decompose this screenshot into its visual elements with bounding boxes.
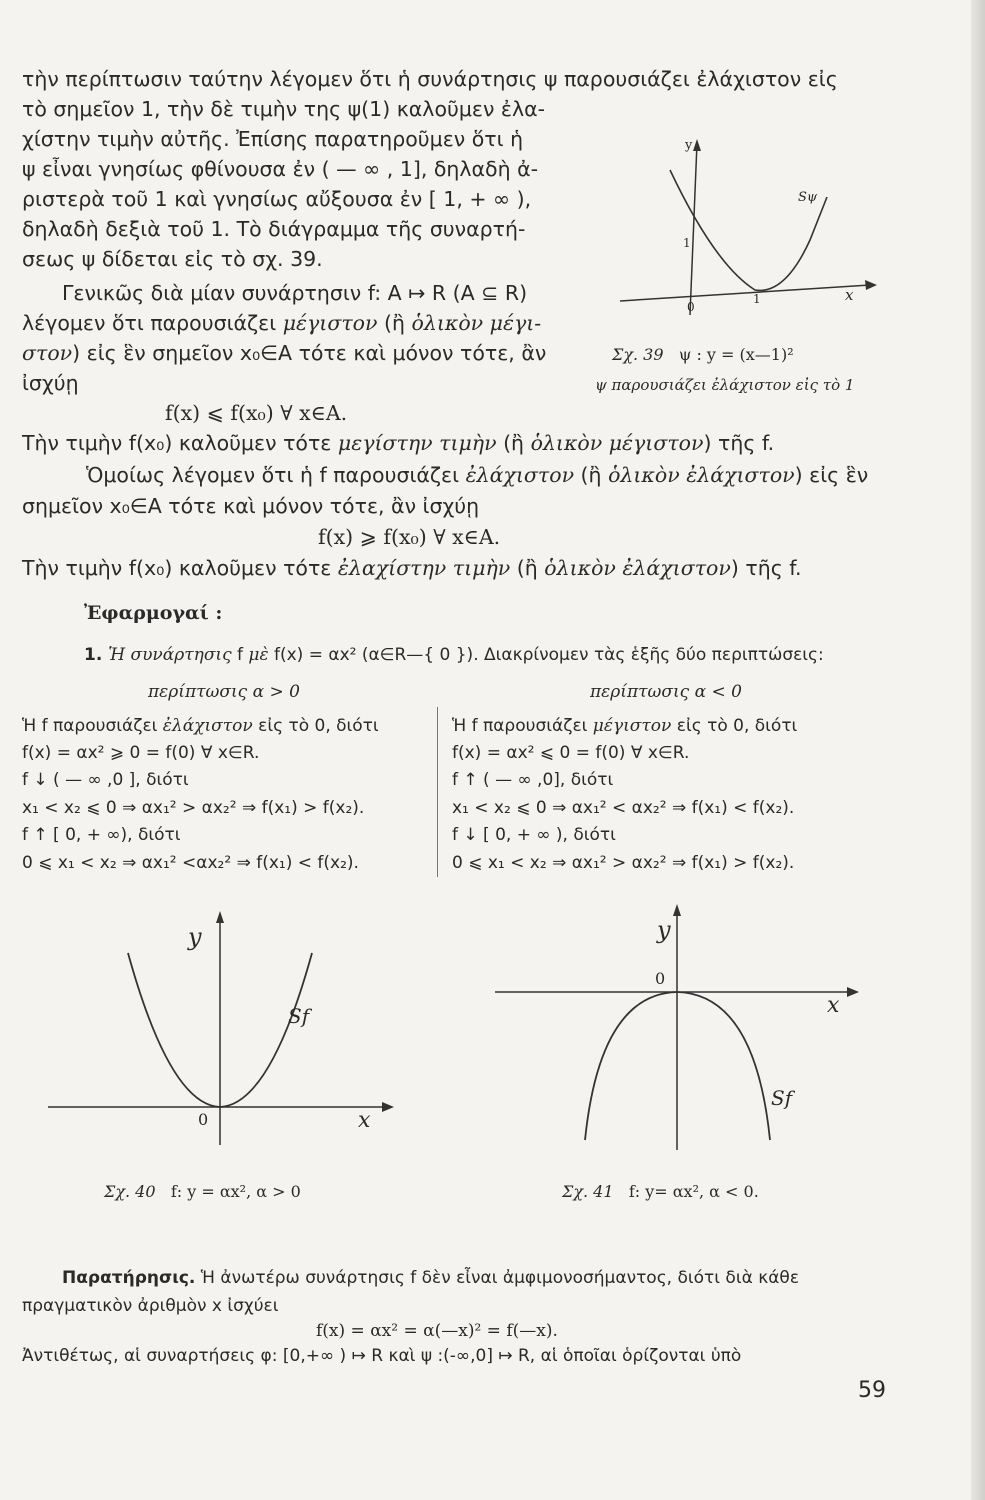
text-line: Γενικῶς διὰ μίαν συνάρτησιν f: A ↦ R (A ⊆ R) [62, 281, 528, 305]
text-span: λέγομεν ὅτι παρουσιάζει [22, 311, 283, 335]
text-line [22, 430, 774, 456]
x-label: x [827, 993, 840, 1018]
text-line: ψ εἶναι γνησίως φθίνουσα ἐν ( — ∞ , 1], δηλαδὴ ἀ- [22, 157, 538, 181]
text-span: (ἢ [496, 431, 531, 455]
curve-label: Sψ [798, 190, 818, 205]
emphasis: μέγιστον [592, 716, 672, 736]
caption-number: Σχ. 39 [612, 345, 664, 364]
formula: f(x) ⩾ f(x₀) ∀ x∈A. [318, 525, 501, 549]
caption-number: Σχ. 41 [562, 1182, 614, 1201]
text-span: Ἡ ἀνωτέρω συνάρτησις f δὲν εἶναι ἀμφιμονοσήμαντος, διότι διὰ κάθε [195, 1268, 800, 1288]
y-label: y [188, 923, 202, 951]
text-span: Ἡ f παρουσιάζει [22, 716, 163, 736]
application-1 [84, 642, 824, 668]
case-right-line: f(x) = αx² ⩽ 0 = f(0) ∀ x∈R. [452, 743, 690, 763]
case-right-line: f ↓ [ 0, + ∞ ), διότι [452, 825, 616, 845]
remark-line [62, 1265, 799, 1291]
case-right-line [452, 713, 797, 739]
emphasis: ὁλικὸν ἐλάχιστον [608, 463, 795, 487]
x-label: x [358, 1108, 371, 1133]
origin-label: 0 [687, 300, 695, 314]
caption-formula: f: y= αx², α < 0. [628, 1182, 759, 1201]
case-right-heading: περίπτωσις α < 0 [590, 682, 742, 702]
origin-label: 0 [198, 1110, 209, 1129]
emphasis: ὁλικὸν ἐλάχιστον [544, 556, 731, 580]
text-line: τὸ σημεῖον 1, τὴν δὲ τιμὴν της ψ(1) καλοῦμεν ἐλα- [22, 97, 546, 121]
tick-label-x: 1 [753, 292, 761, 306]
figure-41-caption [562, 1182, 759, 1201]
section-heading: Ἐφαρμογαί : [84, 602, 223, 624]
emphasis: ἐλάχιστον [162, 716, 253, 736]
column-divider [437, 707, 438, 877]
text-span: f(x) = αx² (α∈R—{ 0 }). Διακρίνομεν τὰς ἑξῆς δύο περιπτώσεις: [268, 645, 824, 665]
emphasis: ἐλάχιστον [465, 463, 575, 487]
emphasis: στον [22, 341, 73, 365]
text-span: (ἢ [510, 556, 545, 580]
emphasis: μεγίστην τιμὴν [337, 431, 497, 455]
figure-41 [485, 900, 885, 1180]
text-span: ) εἰς ἓν [794, 463, 869, 487]
text-span: f [231, 645, 249, 665]
caption-formula: f: y = αx², α > 0 [170, 1182, 301, 1201]
figure-39-caption [612, 345, 794, 364]
text-line: ἰσχύῃ [22, 371, 79, 395]
text-span: εἰς τὸ 0, διότι [671, 716, 798, 736]
caption-number: Σχ. 40 [104, 1182, 156, 1201]
text-line: ριστερὰ τοῦ 1 καὶ γνησίως αὔξουσα ἐν [ 1, + ∞ ), [22, 187, 532, 211]
text-span: (ἢ [377, 311, 412, 335]
emphasis: ὁλικὸν μέγι- [411, 311, 542, 335]
y-label: y [657, 916, 671, 944]
caption-formula: ψ : y = (x—1)² [678, 345, 794, 364]
y-axis-arrow [216, 911, 224, 923]
page-edge [971, 0, 985, 1500]
formula: f(x) ⩽ f(x₀) ∀ x∈A. [165, 401, 348, 425]
case-left-line [22, 713, 379, 739]
case-left-line: f ↑ [ 0, + ∞), διότι [22, 825, 181, 845]
text-line [22, 310, 541, 336]
text-span: ) τῆς f. [730, 556, 802, 580]
x-label: x [845, 286, 854, 304]
text-line: χίστην τιμὴν αὐτῆς. Ἐπίσης παρατηροῦμεν ὅτι ἡ [22, 127, 524, 151]
emphasis: μέγιστον [282, 311, 378, 335]
curve-label: Sf [288, 1004, 310, 1028]
y-label: y [685, 138, 693, 153]
text-span: ) τῆς f. [703, 431, 775, 455]
remark-formula: f(x) = αx² = α(—x)² = f(—x). [316, 1321, 558, 1341]
remark-line: Ἀντιθέτως, αἱ συναρτήσεις φ: [0,+∞ ) ↦ R καὶ ψ :(-∞,0] ↦ R, αἱ ὁποῖαι ὁρίζονται ὑπὸ [22, 1346, 742, 1366]
text-span: 1. [84, 645, 109, 665]
emphasis: μὲ [248, 645, 269, 665]
tick-label-y: 1 [683, 236, 691, 250]
case-left-heading: περίπτωσις α > 0 [148, 682, 300, 702]
y-axis [690, 143, 697, 315]
remark-line: πραγματικὸν ἀριθμὸν x ἰσχύει [22, 1296, 279, 1316]
text-line: σημεῖον x₀∈A τότε καὶ μόνον τότε, ἂν ἰσχύῃ [22, 494, 480, 518]
case-right-line: x₁ < x₂ ⩽ 0 ⇒ αx₁² < αx₂² ⇒ f(x₁) < f(x₂). [452, 798, 795, 818]
origin-label: 0 [655, 969, 666, 988]
x-axis-arrow [382, 1102, 394, 1112]
figure-39-caption-2: ψ παρουσιάζει ἐλάχιστον εἰς τὸ 1 [595, 376, 855, 394]
case-right-line: f ↑ ( — ∞ ,0], διότι [452, 770, 614, 790]
curve-label: Sf [771, 1086, 793, 1110]
y-axis-arrow [693, 139, 701, 151]
text-line [22, 340, 546, 366]
case-left-line: 0 ⩽ x₁ < x₂ ⇒ αx₁² <αx₂² ⇒ f(x₁) < f(x₂). [22, 853, 359, 873]
remark-label: Παρατήρησις. [62, 1268, 196, 1288]
emphasis: ἐλαχίστην τιμὴν [337, 556, 511, 580]
x-axis [620, 285, 870, 301]
text-line [22, 555, 801, 581]
case-left-line: f ↓ ( — ∞ ,0 ], διότι [22, 770, 189, 790]
case-left-line: f(x) = αx² ⩾ 0 = f(0) ∀ x∈R. [22, 743, 260, 763]
figure-40 [40, 905, 420, 1165]
case-right-line: 0 ⩽ x₁ < x₂ ⇒ αx₁² > αx₂² ⇒ f(x₁) > f(x₂). [452, 853, 795, 873]
x-axis-arrow [847, 987, 859, 997]
y-axis-arrow [673, 904, 681, 916]
text-line: δηλαδὴ δεξιὰ τοῦ 1. Τὸ διάγραμμα τῆς συναρτή- [22, 217, 526, 241]
text-span: Τὴν τιμὴν f(x₀) καλοῦμεν τότε [22, 556, 338, 580]
emphasis: Ἡ συνάρτησις [108, 645, 232, 665]
text-span: (ἢ [574, 463, 609, 487]
text-span: Τὴν τιμὴν f(x₀) καλοῦμεν τότε [22, 431, 338, 455]
text-span: Ἡ f παρουσιάζει [452, 716, 593, 736]
figure-40-caption [104, 1182, 301, 1201]
text-span: ) εἰς ἓν σημεῖον x₀∈A τότε καὶ μόνον τότε, ἂν [72, 341, 547, 365]
x-axis-arrow [865, 280, 877, 290]
text-line [86, 462, 868, 488]
text-line: σεως ψ δίδεται εἰς τὸ σχ. 39. [22, 247, 323, 271]
page-number: 59 [858, 1378, 886, 1403]
text-span: εἰς τὸ 0, διότι [252, 716, 379, 736]
case-left-line: x₁ < x₂ ⩽ 0 ⇒ αx₁² > αx₂² ⇒ f(x₁) > f(x₂). [22, 798, 365, 818]
emphasis: ὁλικὸν μέγιστον [530, 431, 704, 455]
text-line: τὴν περίπτωσιν ταύτην λέγομεν ὅτι ἡ συνάρτησις ψ παρουσιάζει ἐλάχιστον εἰς [22, 67, 838, 91]
text-span: Ὁμοίως λέγομεν ὅτι ἡ f παρουσιάζει [86, 463, 466, 487]
